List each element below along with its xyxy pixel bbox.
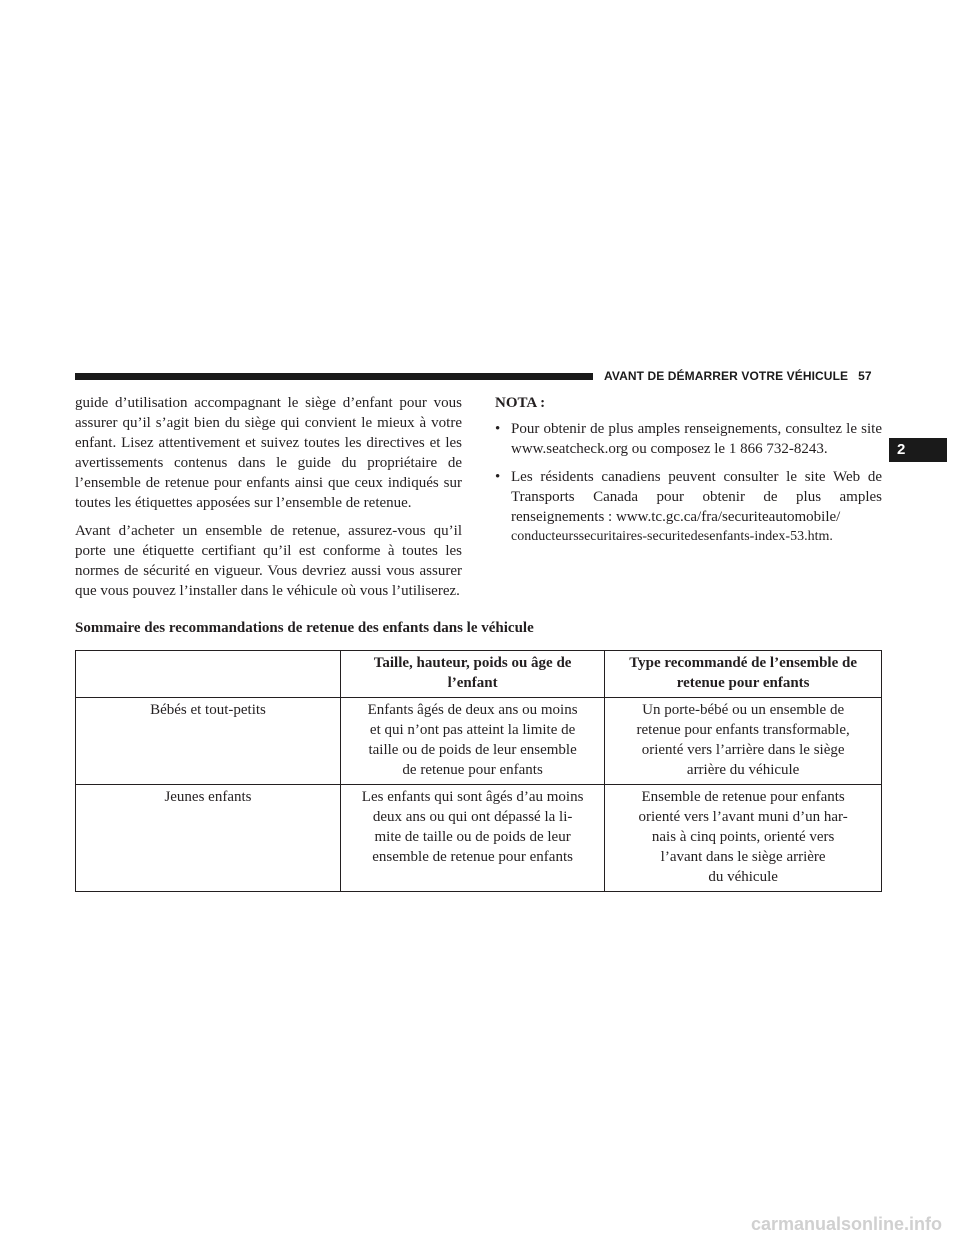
section-title: AVANT DE DÉMARRER VOTRE VÉHICULE: [604, 369, 849, 383]
page-number: 57: [858, 369, 872, 383]
bullet-text: Pour obtenir de plus amples renseignements, consultez le site www.seatcheck.org ou composez le 1 866 732-8243.: [511, 421, 882, 457]
table-cell: Un porte-bébé ou un ensemble de retenue pour enfants transformable, orienté vers l’arrière dans le siège arrière du véhicule: [605, 698, 882, 785]
bullet-icon: •: [495, 469, 501, 485]
running-header: [604, 369, 872, 383]
restraint-summary-table: [75, 650, 882, 892]
bullet-url-line: conducteurssecuritaires-securitedesenfants-index-53.htm.: [511, 529, 833, 544]
right-column: [495, 393, 882, 555]
watermark: carmanualsonline.info: [750, 1214, 942, 1234]
paragraph: Avant d’acheter un ensemble de retenue, assurez-vous qu’il porte une étiquette certifiant qu’il est conforme à toutes les normes de sécurité en vigueur. Vous devriez aussi vous assurer que vous pouvez l’installer dans le véhicule où vous l’utiliserez.: [75, 523, 462, 599]
paragraph: guide d’utilisation accompagnant le siège d’enfant pour vous assurer qu’il s’agit bien du siège qui convient le mieux à votre enfant. Lisez attentivement et suivez toutes les directives et les avertissements contenus dans le guide du propriétaire de l’ensemble de retenue pour enfants ainsi que ceux indiqués sur toutes les étiquettes apposées sur l’ensemble de retenue.: [75, 395, 462, 511]
header-cell: [76, 651, 341, 698]
note-bullet: [495, 419, 882, 459]
table-cell: Jeunes enfants: [76, 785, 341, 892]
note-bullet: [495, 467, 882, 547]
table-title: Sommaire des recommandations de retenue des enfants dans le véhicule: [75, 620, 534, 636]
bullet-icon: •: [495, 421, 501, 437]
table-row: [76, 698, 882, 785]
table-cell: Enfants âgés de deux ans ou moins et qui n’ont pas atteint la limite de taille ou de poids de leur ensemble de retenue pour enfants: [340, 698, 604, 785]
table-row: [76, 785, 882, 892]
bullet-text: Les résidents canadiens peuvent consulter le site Web de Transports Canada pour obtenir de plus amples renseignements : www.tc.gc.ca/fra/securiteautomobile/: [511, 469, 882, 525]
chapter-tab: 2: [889, 438, 947, 462]
left-column: [75, 393, 462, 609]
table-header-row: [76, 651, 882, 698]
header-rule: [75, 373, 593, 380]
table-cell: Ensemble de retenue pour enfants orienté vers l’avant muni d’un har- nais à cinq points, orienté vers l’avant dans le siège arrière du véhicule: [605, 785, 882, 892]
header-cell: Type recommandé de l’ensemble de retenue pour enfants: [605, 651, 882, 698]
header-cell: Taille, hauteur, poids ou âge de l’enfant: [340, 651, 604, 698]
table-cell: Les enfants qui sont âgés d’au moins deux ans ou qui ont dépassé la li- mite de taille ou de poids de leur ensemble de retenue pour enfants: [340, 785, 604, 892]
nota-label: NOTA :: [495, 395, 546, 411]
table-cell: Bébés et tout-petits: [76, 698, 341, 785]
